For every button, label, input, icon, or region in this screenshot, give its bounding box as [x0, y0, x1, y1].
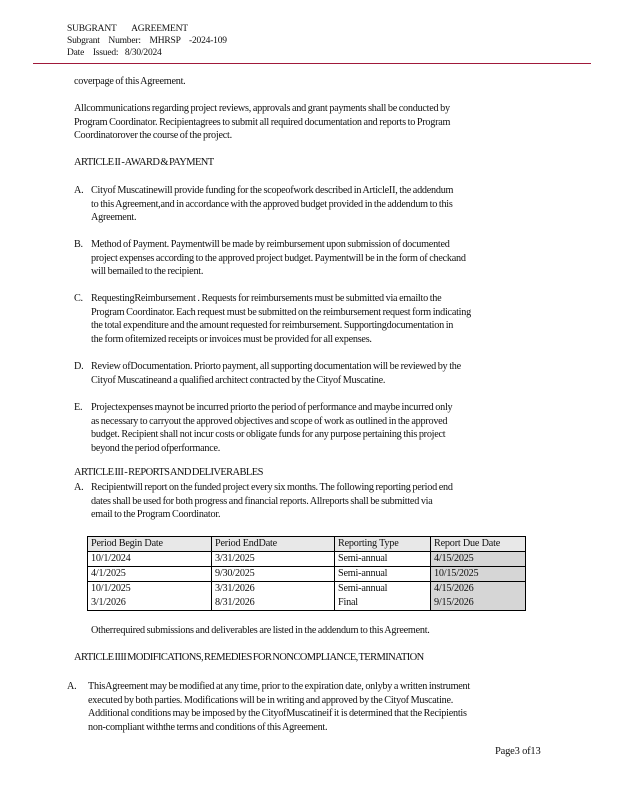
page-number: Page3 of13 — [495, 746, 541, 757]
other-required-note: Otherrequired submissions and deliverables are listed in the addendum to this Agreement. — [91, 625, 430, 636]
table-cell: 3/31/2026 — [212, 582, 335, 597]
table-cell: 8/31/2026 — [212, 596, 335, 611]
table-cell: 4/1/2025 — [88, 567, 212, 582]
column-header: Period Begin Date — [88, 537, 212, 552]
table-header-row — [88, 537, 526, 552]
communications-paragraph: Allcommunications regarding project reviews, approvals and grant payments shall be conducted by Program Coordinator. Recipientagrees to submit all required documentation and reports to Program Coordinatorover the course of the project. — [74, 103, 451, 142]
subgrant-number: Subgrant Number: MHRSP -2024-109 — [67, 36, 227, 46]
table-row — [88, 596, 526, 611]
column-header: Report Due Date — [431, 537, 526, 552]
column-header: Reporting Type — [335, 537, 431, 552]
column-header: Period EndDate — [212, 537, 335, 552]
date-issued: Date Issued: 8/30/2024 — [67, 48, 162, 58]
article-2-heading: ARTICLE II - AWARD & PAYMENT — [74, 157, 214, 168]
table-cell: 10/15/2025 — [431, 567, 526, 582]
table-cell: 4/15/2026 — [431, 582, 526, 597]
article-3-heading: ARTICLE III - REPORTS AND DELIVERABLES — [74, 467, 263, 478]
table-cell: 10/1/2024 — [88, 552, 212, 567]
table-row — [88, 552, 526, 567]
table-cell: Final — [335, 596, 431, 611]
table-cell: 10/1/2025 — [88, 582, 212, 597]
header-divider — [33, 63, 591, 64]
table-cell: 3/1/2026 — [88, 596, 212, 611]
table-row — [88, 582, 526, 597]
table-cell: 9/30/2025 — [212, 567, 335, 582]
reporting-schedule-table — [87, 536, 526, 611]
article-4-heading: ARTICLE IIII MODIFICATIONS, REMEDIES FOR NONCOMPLIANCE, TERMINATION — [74, 652, 424, 663]
table-cell: Semi-annual — [335, 582, 431, 597]
document-header — [67, 23, 227, 59]
cover-line: coverpage of this Agreement. — [74, 76, 186, 87]
table-cell: Semi-annual — [335, 567, 431, 582]
table-cell: 9/15/2026 — [431, 596, 526, 611]
document-title: SUBGRANT AGREEMENT — [67, 24, 188, 34]
table-cell: Semi-annual — [335, 552, 431, 567]
table-cell: 3/31/2025 — [212, 552, 335, 567]
table-cell: 4/15/2025 — [431, 552, 526, 567]
table-row — [88, 567, 526, 582]
